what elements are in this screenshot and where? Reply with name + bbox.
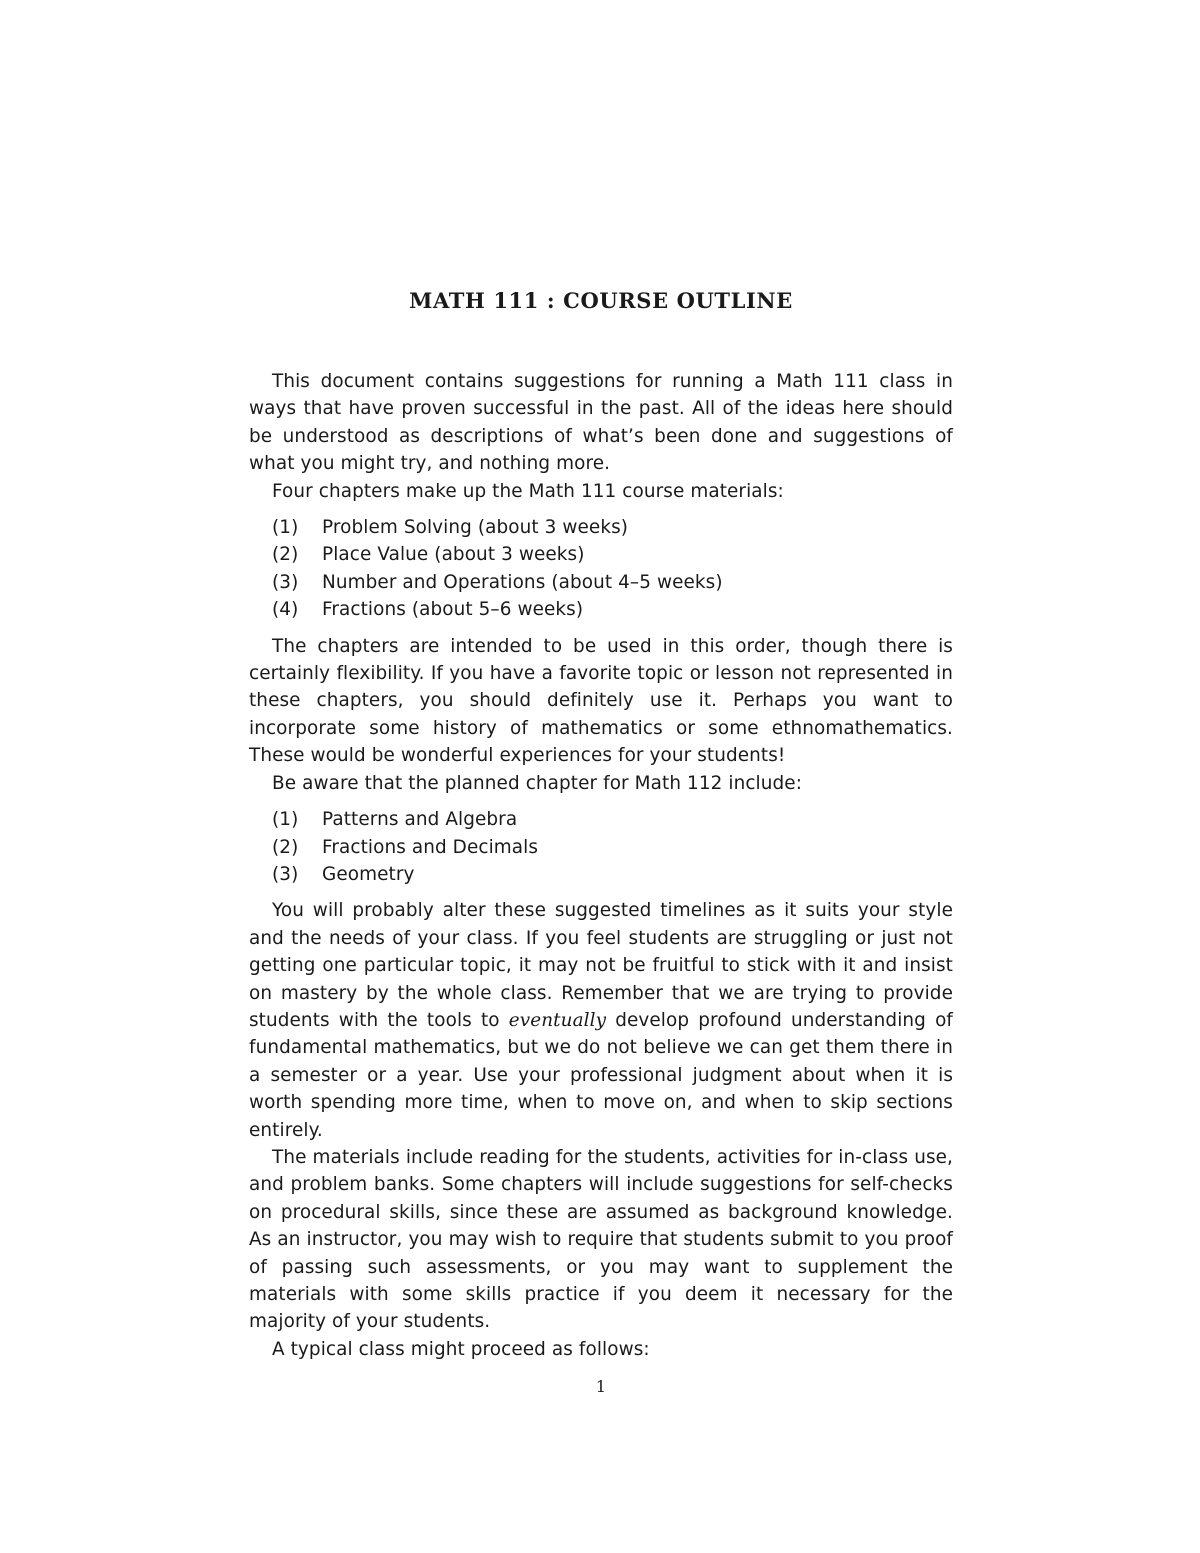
math112-intro-paragraph: Be aware that the planned chapter for Math 112 include: [272,772,802,794]
math112-chapter-list [249,806,953,888]
math111-chapter-list [249,514,953,624]
list-item [249,514,953,541]
chapter-order-paragraph: The chapters are intended to be used in this order, though there is certainly flexibility. If you have a favorite topic or lesson not represented in these chapters, you should definitely use it. Perhaps you want to incorporate some history of mathematics or some ethnomathematics. These would be wonderful experiences for your students! [249,635,953,767]
emphasized-word: eventually [508,1009,607,1031]
list-item-text: Number and Operations (about 4–5 weeks) [322,571,723,593]
list-item-text: Patterns and Algebra [322,809,518,831]
document-body [249,368,953,1363]
materials-paragraph: The materials include reading for the students, activities for in-class use, and problem banks. Some chapters will include suggestions for self-checks on procedural skills, since these are assumed as background knowledge. As an instructor, you may wish to require that students submit to you proof of passing such assessments, or you may want to supplement the materials with some skills practice if you deem it necessary for the majority of your students. [249,1146,953,1333]
timelines-text-start: You will probably alter these suggested timelines as it suits your style and the needs of your class. If you feel students are struggling or just not getting one particular topic, it may not be fruitful to stick with it and insist on mastery by the whole class. Remember that we are trying to provide students with the tools to [249,900,953,1031]
page-number: 1 [595,1377,607,1396]
document-title: MATH 111 : COURSE OUTLINE [409,288,793,313]
list-item [249,806,953,833]
list-item-number: (1) [272,809,299,831]
list-item-number: (4) [272,599,299,621]
list-item [249,541,953,568]
list-item-number: (3) [272,571,299,593]
list-item [249,569,953,596]
timelines-text-end: develop profound understanding of fundamental mathematics, but we do not believe we can get them there in a semester or a year. Use your professional judgment about when it is worth spending more time, when to move on, and when to skip sections entirely. [249,1009,953,1141]
list-item-number: (2) [272,836,299,858]
list-item-text: Problem Solving (about 3 weeks) [322,517,629,539]
typical-class-paragraph: A typical class might proceed as follows: [272,1338,650,1360]
list-item-number: (2) [272,544,299,566]
list-item-text: Place Value (about 3 weeks) [322,544,585,566]
list-item-number: (1) [272,517,299,539]
intro-paragraph: This document contains suggestions for running a Math 111 class in ways that have proven successful in the past. All of the ideas here should be understood as descriptions of what’s been done and suggestions of what you might try, and nothing more. [249,371,953,475]
list-item-text: Geometry [322,863,415,885]
list-item-number: (3) [272,863,299,885]
timelines-paragraph [249,897,953,1144]
list-item [249,861,953,888]
list-item [249,834,953,861]
list-item-text: Fractions and Decimals [322,836,539,858]
list-item-text: Fractions (about 5–6 weeks) [322,599,584,621]
list-item [249,596,953,623]
chapters-intro-paragraph: Four chapters make up the Math 111 course materials: [272,480,784,502]
